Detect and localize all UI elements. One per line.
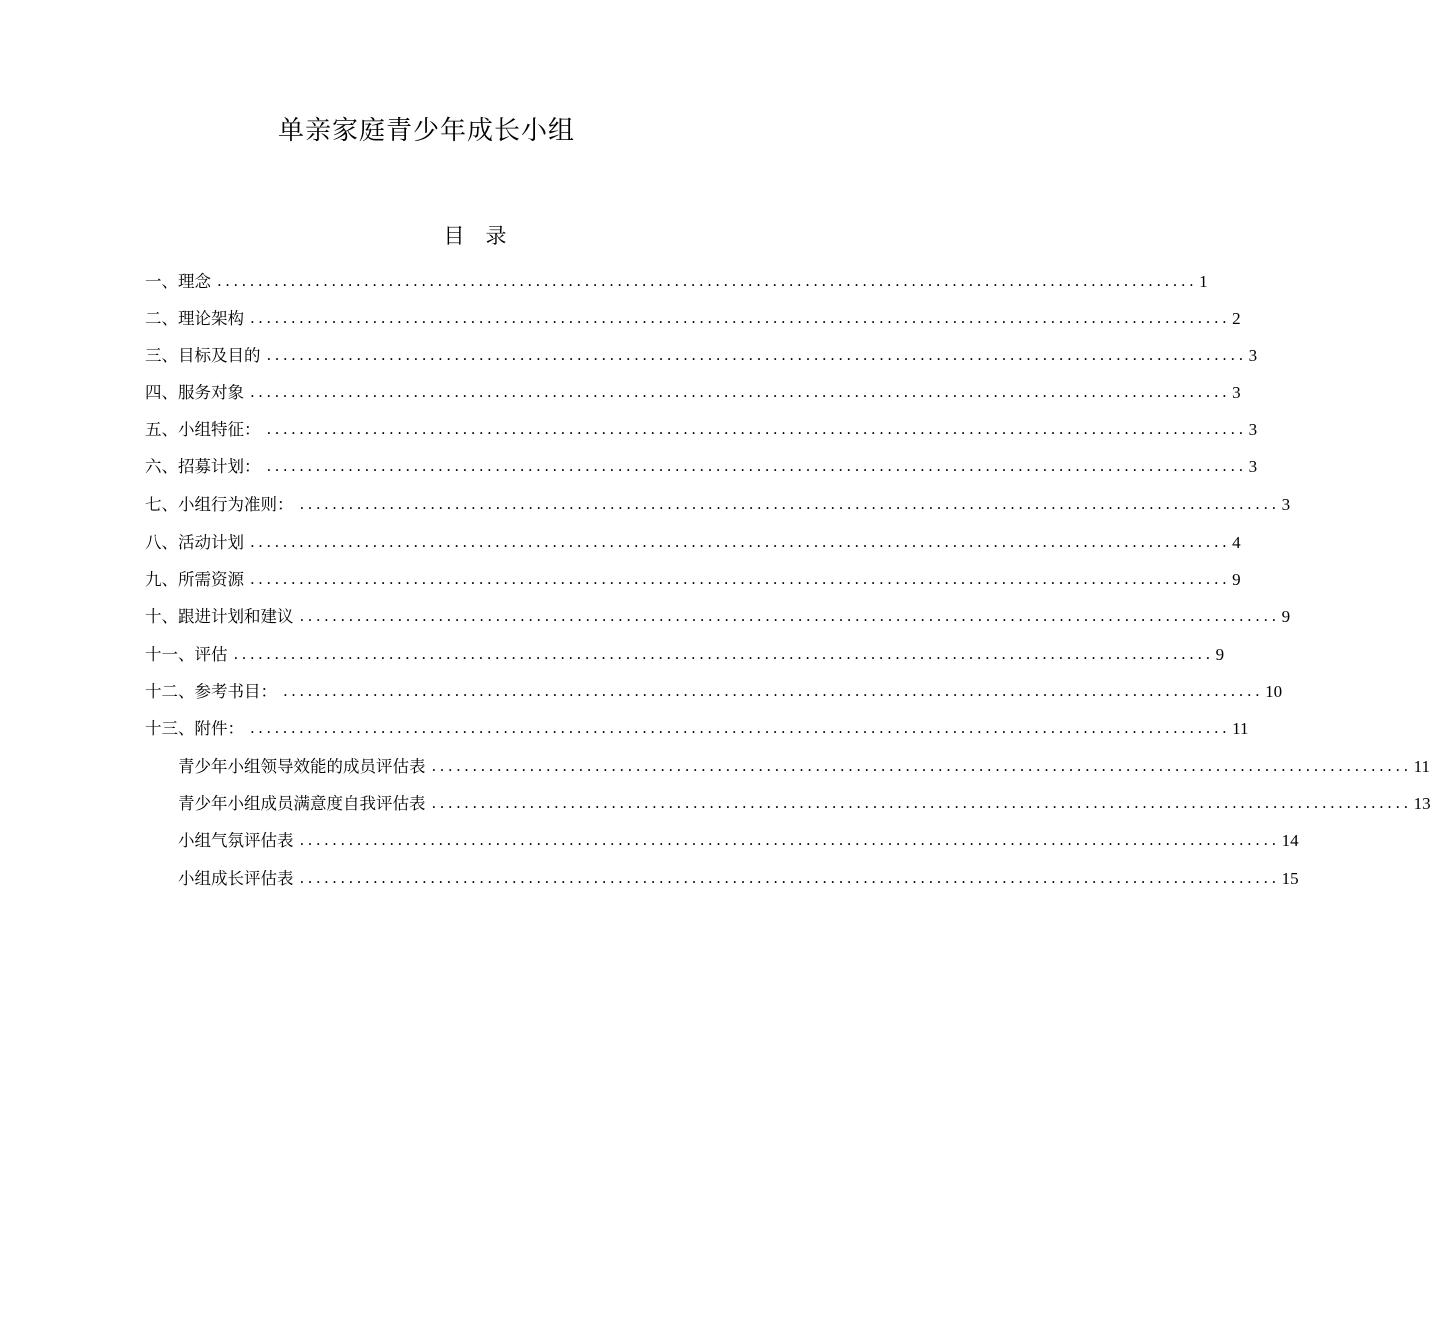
toc-entry-label: 十二、参考书目： <box>145 682 277 701</box>
toc-leader-dots: ........................................................................................................................ <box>250 719 1231 737</box>
toc-entry-label: 三、目标及目的 <box>145 346 261 365</box>
toc-leader-dots: ........................................................................................................................ <box>283 682 1264 700</box>
toc-leader-dots: ........................................................................................................................ <box>266 420 1247 438</box>
toc-entry-page: 3 <box>1281 495 1291 514</box>
toc-leader-dots: ........................................................................................................................ <box>266 457 1247 475</box>
toc-leader-dots: ........................................................................................................................ <box>299 831 1280 849</box>
toc-entry-9[interactable] <box>145 561 1241 598</box>
toc-entry-8[interactable] <box>145 524 1241 561</box>
toc-entry-label: 小组气氛评估表 <box>178 831 294 850</box>
toc-subentry-3[interactable] <box>178 822 1299 859</box>
toc-leader-dots: ........................................................................................................................ <box>266 346 1247 364</box>
toc-entry-page: 3 <box>1248 346 1258 365</box>
toc-leader-dots: ........................................................................................................................ <box>299 607 1280 625</box>
toc-entry-1[interactable] <box>145 263 1208 300</box>
toc-entry-page: 9 <box>1281 607 1291 626</box>
toc-entry-label: 九、所需资源 <box>145 570 244 589</box>
toc-entry-13[interactable] <box>145 710 1249 747</box>
toc-entry-2[interactable] <box>145 300 1241 337</box>
toc-subentry-1[interactable] <box>178 748 1431 785</box>
toc-entry-page: 2 <box>1232 309 1241 328</box>
toc-entry-12[interactable] <box>145 673 1283 710</box>
toc-subentry-2[interactable] <box>178 785 1431 822</box>
toc-entry-11[interactable] <box>145 636 1225 673</box>
toc-leader-dots: ........................................................................................................................ <box>299 869 1280 887</box>
toc-entry-page: 4 <box>1232 533 1241 552</box>
toc-entry-label: 十一、评估 <box>145 645 228 664</box>
toc-leader-dots: ........................................................................................................................ <box>431 757 1412 775</box>
toc-entry-label: 一、理念 <box>145 272 211 291</box>
toc-leader-dots: ........................................................................................................................ <box>431 794 1412 812</box>
toc-entry-7[interactable] <box>145 486 1291 523</box>
toc-heading: 目 录 <box>443 224 507 248</box>
toc-entry-5[interactable] <box>145 411 1258 448</box>
toc-entry-page: 10 <box>1265 682 1283 701</box>
toc-leader-dots: ........................................................................................................................ <box>299 495 1280 513</box>
toc-entry-page: 9 <box>1232 570 1241 589</box>
toc-entry-page: 11 <box>1232 719 1249 738</box>
toc-leader-dots: ........................................................................................................................ <box>250 309 1231 327</box>
toc-entry-label: 十三、附件： <box>145 719 244 738</box>
toc-entry-label: 四、服务对象 <box>145 383 244 402</box>
toc-entry-label: 二、理论架构 <box>145 309 244 328</box>
toc-entry-page: 3 <box>1232 383 1241 402</box>
toc-entry-label: 十、跟进计划和建议 <box>145 607 294 626</box>
toc-entry-page: 15 <box>1281 869 1299 888</box>
toc-entry-page: 1 <box>1199 272 1208 291</box>
toc-entry-label: 六、招募计划： <box>145 457 261 476</box>
toc-entry-page: 13 <box>1413 794 1431 813</box>
toc-entry-page: 3 <box>1248 420 1258 439</box>
toc-leader-dots: ........................................................................................................................ <box>250 570 1231 588</box>
toc-entry-10[interactable] <box>145 598 1291 635</box>
toc-entry-page: 9 <box>1215 645 1225 664</box>
toc-entry-page: 14 <box>1281 831 1299 850</box>
toc-entry-4[interactable] <box>145 374 1241 411</box>
toc-entry-label: 青少年小组领导效能的成员评估表 <box>178 757 426 776</box>
document-title: 单亲家庭青少年成长小组 <box>278 116 576 146</box>
toc-leader-dots: ........................................................................................................................ <box>250 383 1231 401</box>
toc-leader-dots: ........................................................................................................................ <box>233 645 1214 663</box>
toc-entry-label: 五、小组特征： <box>145 420 261 439</box>
toc-entry-page: 11 <box>1413 757 1431 776</box>
toc-entry-label: 七、小组行为准则： <box>145 495 294 514</box>
toc-entry-label: 小组成长评估表 <box>178 869 294 888</box>
toc-leader-dots: ........................................................................................................................ <box>217 272 1198 290</box>
toc-entry-6[interactable] <box>145 448 1258 485</box>
toc-entry-label: 青少年小组成员满意度自我评估表 <box>178 794 426 813</box>
toc-entry-page: 3 <box>1248 457 1258 476</box>
toc-leader-dots: ........................................................................................................................ <box>250 533 1231 551</box>
toc-subentry-4[interactable] <box>178 860 1299 897</box>
toc-entry-label: 八、活动计划 <box>145 533 244 552</box>
toc-entry-3[interactable] <box>145 337 1258 374</box>
